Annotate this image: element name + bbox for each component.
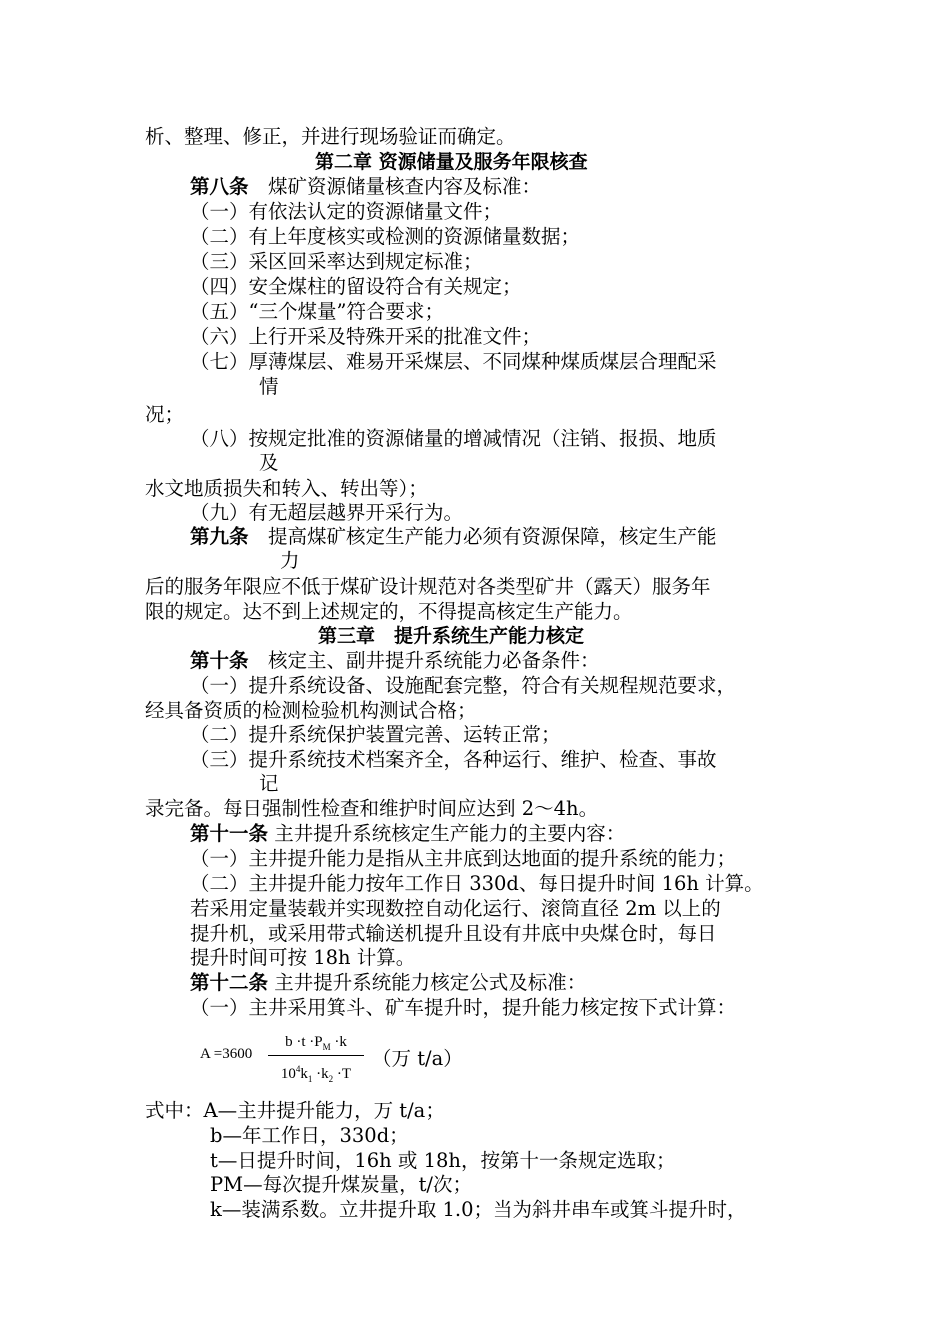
text-line: 经具备资质的检测检验机构测试合格； [145, 699, 477, 722]
article-label: 第十二条 [190, 971, 269, 994]
list-item: （一）主井采用箕斗、矿车提升时，提升能力核定按下式计算： [190, 996, 737, 1019]
list-item: （三）提升系统技术档案齐全，各种运行、维护、检查、事故 [190, 748, 717, 771]
list-item: （四）安全煤柱的留设符合有关规定； [190, 275, 522, 298]
list-item: （一）提升系统设备、设施配套完整，符合有关规程规范要求， [190, 674, 737, 697]
chapter-heading: 第三章 提升系统生产能力核定 [318, 625, 585, 647]
text-line: 情 [259, 375, 279, 398]
text-line: 式中：A—主井提升能力，万 t/a； [145, 1099, 445, 1122]
list-item: （一）有依法认定的资源储量文件； [190, 200, 503, 223]
text-line: 后的服务年限应不低于煤矿设计规范对各类型矿井（露天）服务年 [145, 575, 711, 598]
list-item: （二）提升系统保护装置完善、运转正常； [190, 723, 561, 746]
text-line: 及 [259, 451, 279, 474]
formula-denominator: $10^4k_1 \cdot k_2 \cdot T$ [280, 1064, 352, 1084]
definition-item: b—年工作日，330d； [210, 1124, 409, 1147]
article-line: 第九条 提高煤矿核定生产能力必须有资源保障，核定生产能 [190, 525, 717, 548]
formula-fraction [268, 1031, 364, 1084]
list-item: （二）有上年度核实或检测的资源储量数据； [190, 225, 581, 248]
capacity-formula [200, 1028, 500, 1088]
definition-item: t—日提升时间，16h 或 18h，按第十一条规定选取； [210, 1149, 676, 1172]
list-item: （八）按规定批准的资源储量的增减情况（注销、报损、地质 [190, 427, 717, 450]
formula-numerator: $b \cdot t \cdot P_M \cdot k$ [285, 1034, 347, 1052]
article-line: 第十二条 主井提升系统能力核定公式及标准： [190, 971, 587, 994]
article-label: 第十一条 [190, 822, 269, 845]
list-item: （三）采区回采率达到规定标准； [190, 250, 483, 273]
text-line: 提升机，或采用带式输送机提升且设有井底中央煤仓时，每日 [190, 922, 717, 945]
text-line: 提升时间可按 18h 计算。 [190, 946, 416, 969]
formula-unit: （万 t/a） [372, 1047, 463, 1070]
chapter-heading: 第二章 资源储量及服务年限核查 [315, 151, 588, 173]
text-line: 限的规定。达不到上述规定的，不得提高核定生产能力。 [145, 600, 633, 623]
article-label: 第八条 [190, 175, 249, 198]
fraction-bar [268, 1055, 364, 1056]
list-item: （九）有无超层越界开采行为。 [190, 501, 464, 524]
text-line: 况； [145, 403, 185, 426]
article-line: 第八条 煤矿资源储量核查内容及标准： [190, 175, 542, 198]
list-item: （五）“三个煤量”符合要求； [190, 300, 444, 323]
text-line: 录完备。每日强制性检查和维护时间应达到 2～4h。 [145, 797, 599, 820]
article-label: 第九条 [190, 525, 249, 548]
definition-item: PM—每次提升煤炭量，t/次； [210, 1173, 472, 1196]
list-item: （六）上行开采及特殊开采的批准文件； [190, 325, 542, 348]
text-line: 记 [259, 772, 279, 795]
list-item: （一）主井提升能力是指从主井底到达地面的提升系统的能力； [190, 847, 737, 870]
text-line: 若采用定量装载并实现数控自动化运行、滚筒直径 2m 以上的 [190, 897, 721, 920]
list-item: （七）厚薄煤层、难易开采煤层、不同煤种煤质煤层合理配采 [190, 350, 717, 373]
text-line: 力 [280, 549, 300, 572]
definition-item: k—装满系数。立井提升取 1.0；当为斜井串车或箕斗提升时， [210, 1198, 747, 1221]
article-line: 第十一条 主井提升系统核定生产能力的主要内容： [190, 822, 626, 845]
article-label: 第十条 [190, 649, 249, 672]
list-item: （二）主井提升能力按年工作日 330d、每日提升时间 16h 计算。 [190, 872, 764, 895]
text-line: 水文地质损失和转入、转出等）； [145, 477, 428, 500]
text-line: 析、整理、修正，并进行现场验证而确定。 [145, 125, 516, 148]
article-line: 第十条 核定主、副井提升系统能力必备条件： [190, 649, 600, 672]
formula-lhs: A =3600 [200, 1046, 253, 1062]
